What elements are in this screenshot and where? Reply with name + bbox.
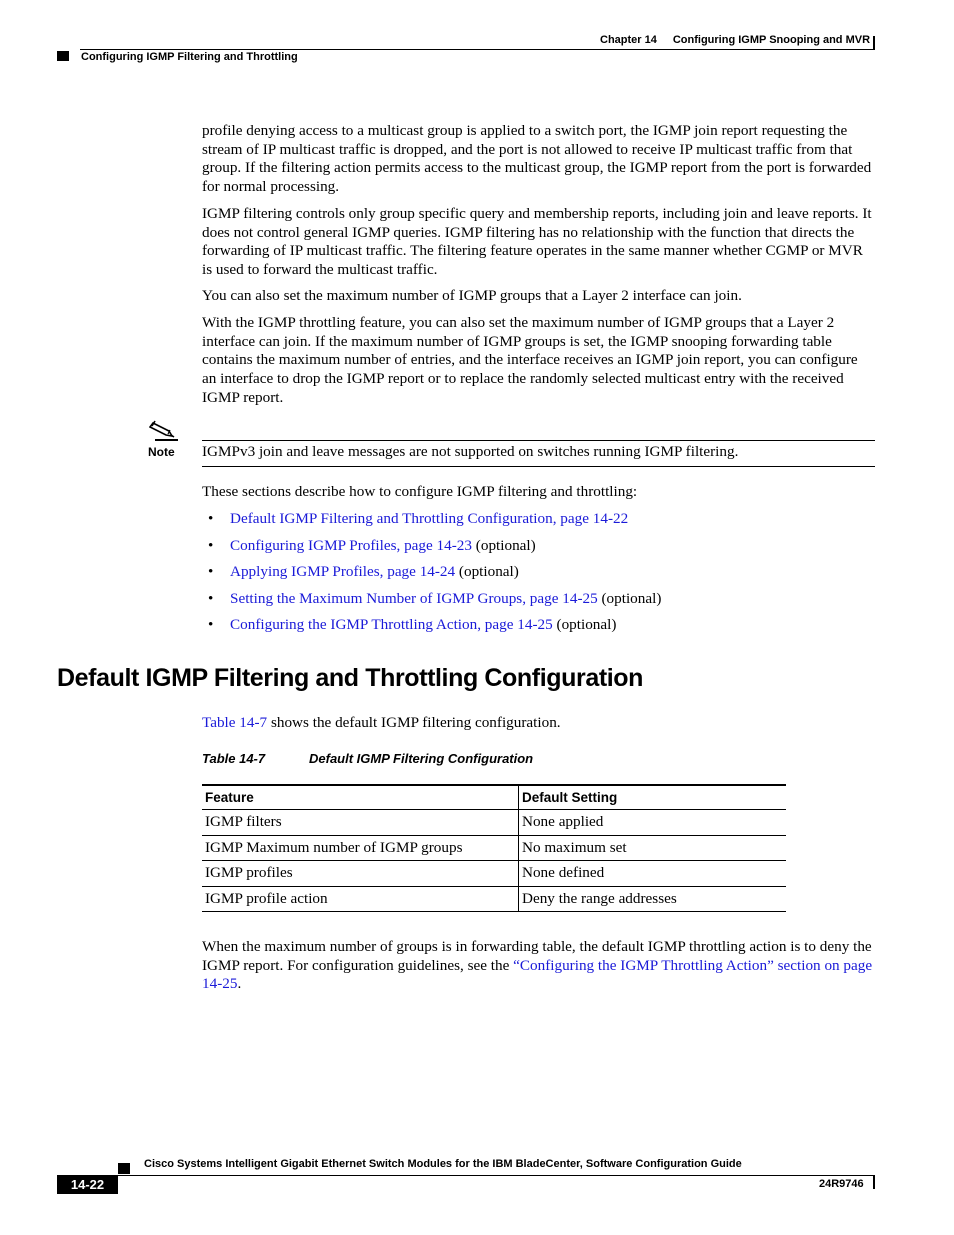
link-default-config[interactable]: Default IGMP Filtering and Throttling Configuration, page 14-22 <box>230 510 629 527</box>
link-throttling-action[interactable]: Configuring the IGMP Throttling Action, page 14-25 <box>230 616 553 633</box>
table-cell: IGMP profile action <box>202 886 519 912</box>
footer-rule <box>118 1175 875 1176</box>
footer-block-marker <box>118 1163 130 1174</box>
optional-label: (optional) <box>472 536 536 554</box>
section-heading: Default IGMP Filtering and Throttling Configuration <box>57 664 644 692</box>
sections-intro: These sections describe how to configure IGMP filtering and throttling: <box>202 483 638 500</box>
paragraph-filter-scope: IGMP filtering controls only group specific query and membership reports, including join and leave reports. It does not control general IGMP queries. IGMP filtering has no relationship with the function that directs the forwarding of IP multicast traffic. The filtering feature operates in the same manner whether CGMP or MVR is used to forward the multicast traffic. <box>202 205 872 279</box>
header-vertical-bar <box>873 36 875 50</box>
table-cell: None applied <box>519 810 787 836</box>
table-cell: IGMP Maximum number of IGMP groups <box>202 835 519 861</box>
bullet-dot: • <box>208 563 214 580</box>
bullet-dot: • <box>208 510 214 527</box>
pencil-note-icon <box>149 418 179 442</box>
link-max-groups[interactable]: Setting the Maximum Number of IGMP Groups, page 14-25 <box>230 589 598 607</box>
column-header-default-setting: Default Setting <box>519 785 787 810</box>
page-number: 14-22 <box>57 1175 118 1194</box>
table-row <box>202 861 786 887</box>
table-row <box>202 886 786 912</box>
list-item <box>202 616 661 643</box>
table-cell: IGMP filters <box>202 810 519 836</box>
table-row <box>202 810 786 836</box>
paragraph-throttling: With the IGMP throttling feature, you can also set the maximum number of IGMP groups that a Layer 2 interface can join. If the maximum number of IGMP groups is set, the IGMP snooping forwarding table contains the maximum number of entries, and the interface receives an IGMP join report, you can configure an interface to drop the IGMP report or to replace the randomly selected multicast entry with the received IGMP report. <box>202 314 858 406</box>
table-cell: None defined <box>519 861 787 887</box>
optional-label: (optional) <box>597 589 662 607</box>
table-header-row <box>202 785 786 810</box>
list-item <box>202 590 661 617</box>
running-header-chapter <box>600 34 870 46</box>
paragraph-filter-profile: profile denying access to a multicast group is applied to a switch port, the IGMP join report requesting the stream of IP multicast traffic is dropped, and the port is not allowed to receive IP multicast traffic from that group. If the filtering action permits access to the multicast group, the IGMP report from the port is forwarded for normal processing. <box>202 122 872 196</box>
note-text: IGMPv3 join and leave messages are not supported on switches running IGMP filtering. <box>202 443 739 460</box>
list-item <box>202 537 661 564</box>
header-rule <box>80 49 875 50</box>
table-cell: IGMP profiles <box>202 861 519 887</box>
running-header-section: Configuring IGMP Filtering and Throttling <box>81 51 298 63</box>
section-link-list <box>202 510 661 643</box>
column-header-feature: Feature <box>202 785 519 810</box>
chapter-title: Configuring IGMP Snooping and MVR <box>672 34 871 46</box>
link-throttling-action-section[interactable]: “Configuring the IGMP Throttling Action” section on page 14-25 <box>202 956 873 993</box>
table-link[interactable]: Table 14-7 <box>202 714 268 731</box>
footer-book-title: Cisco Systems Intelligent Gigabit Ethernet Switch Modules for the IBM BladeCenter, Software Configuration Guide <box>144 1158 742 1170</box>
note-top-rule <box>202 440 875 441</box>
bullet-dot: • <box>208 616 214 633</box>
table-cell: No maximum set <box>519 835 787 861</box>
table-caption <box>202 751 534 766</box>
header-block-marker <box>57 51 69 61</box>
table-cell: Deny the range addresses <box>519 886 787 912</box>
table-title: Default IGMP Filtering Configuration <box>309 751 534 766</box>
paragraph-throttling-default: When the maximum number of groups is in forwarding table, the default IGMP throttling action is to deny the IGMP report. For configuration guidelines, see the “Configuring the IGMP Throttling Action” section on page 14-25. <box>202 938 873 993</box>
document-number: 24R9746 <box>819 1178 864 1190</box>
list-item <box>202 510 661 537</box>
table-reference-sentence: Table 14-7 shows the default IGMP filtering configuration. <box>202 714 561 731</box>
optional-label: (optional) <box>552 616 617 633</box>
default-config-table <box>202 784 786 912</box>
bullet-dot: • <box>208 536 214 554</box>
list-item <box>202 563 661 590</box>
table-number: Table 14-7 <box>202 751 266 766</box>
note-label: Note <box>148 445 175 459</box>
footer-vertical-bar <box>873 1175 875 1189</box>
table-row <box>202 835 786 861</box>
optional-label: (optional) <box>455 563 519 580</box>
link-applying-profiles[interactable]: Applying IGMP Profiles, page 14-24 <box>230 563 456 580</box>
bullet-dot: • <box>208 589 214 607</box>
chapter-number: Chapter 14 <box>600 34 657 46</box>
link-configuring-profiles[interactable]: Configuring IGMP Profiles, page 14-23 <box>230 536 472 554</box>
paragraph-max-groups: You can also set the maximum number of IGMP groups that a Layer 2 interface can join. <box>202 287 742 304</box>
note-bottom-rule <box>202 466 875 467</box>
